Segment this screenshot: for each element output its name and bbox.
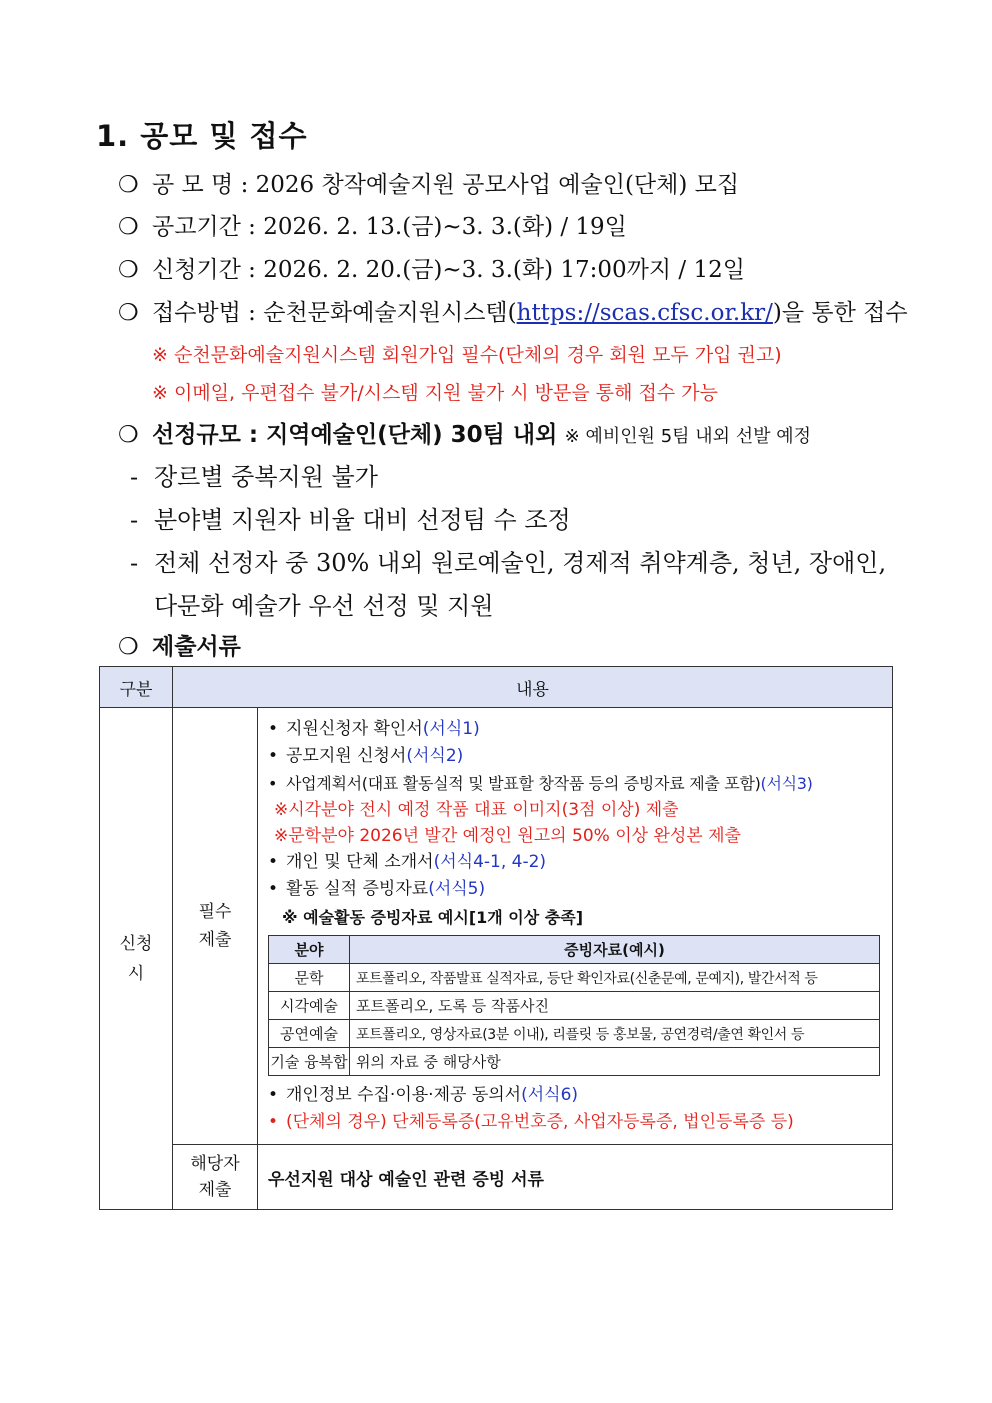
- detail-text: 분야별 지원자 비율 대비 선정팀 수 조정: [154, 506, 571, 534]
- example-proof: 포트폴리오, 작품발표 실적자료, 등단 확인자료(신춘문예, 문예지), 발간서적 등: [350, 964, 880, 992]
- item-text: 2026 창작예술지원 공모사업 예술인(단체) 모집: [255, 172, 740, 198]
- section-title: 1. 공모 및 접수: [96, 119, 308, 153]
- table-row: [269, 964, 880, 992]
- list-item: • 지원신청자 확인서(서식1): [268, 719, 480, 739]
- item-label: 신청기간: [152, 257, 241, 283]
- detail-text: 다문화 예술가 우선 선정 및 지원: [154, 592, 494, 620]
- list-item: • 공모지원 신청서(서식2): [268, 746, 464, 766]
- item-text: 활동 실적 증빙자료: [286, 879, 429, 899]
- item-label: 공 모 명: [152, 172, 234, 198]
- item-text: 개인정보 수집·이용·제공 동의서: [286, 1085, 522, 1105]
- circle-bullet-icon: ❍: [118, 257, 139, 283]
- form-ref: (서식3): [760, 774, 813, 793]
- list-item: • 개인정보 수집·이용·제공 동의서(서식6): [268, 1085, 579, 1105]
- selection-detail: - 전체 선정자 중 30% 내외 원로예술인, 경제적 취약계층, 청년, 장애인,: [130, 549, 887, 577]
- item-text: 개인 및 단체 소개서: [286, 852, 434, 872]
- form-ref: (서식5): [428, 879, 486, 899]
- system-link[interactable]: https://scas.cfsc.or.kr/: [516, 300, 773, 326]
- submission-note-1: ※ 순천문화예술지원시스템 회원가입 필수(단체의 경우 회원 모두 가입 권고): [152, 344, 782, 366]
- circle-bullet-icon: ❍: [118, 422, 139, 448]
- required-note: ※문학분야 2026년 발간 예정인 원고의 50% 이상 완성본 제출: [274, 826, 741, 846]
- item-selection-scale: ❍ 선정규모 : 지역예술인(단체) 30팀 내외 ※ 예비인원 5팀 내외 선발 예정: [118, 422, 812, 448]
- required-note: ※시각분야 전시 예정 작품 대표 이미지(3점 이상) 제출: [274, 800, 679, 820]
- form-ref: (서식1): [422, 719, 480, 739]
- header-category: 구분: [100, 667, 173, 708]
- example-field: 시각예술: [269, 992, 350, 1020]
- item-text: (단체의 경우) 단체등록증(고유번호증, 사업자등록증, 법인등록증 등): [286, 1112, 794, 1132]
- documents-title: 제출서류: [152, 634, 241, 660]
- circle-bullet-icon: ❍: [118, 172, 139, 198]
- example-field: 공연예술: [269, 1020, 350, 1048]
- item-title: ❍ 공 모 명 : 2026 창작예술지원 공모사업 예술인(단체) 모집: [118, 172, 740, 198]
- category-cell: [100, 708, 173, 1210]
- circle-bullet-icon: ❍: [118, 634, 139, 660]
- example-field: 문학: [269, 964, 350, 992]
- list-item: • 사업계획서(대표 활동실적 및 발표할 창작품 등의 증빙자료 제출 포함)(서식3): [268, 774, 813, 793]
- table-row: [269, 1048, 880, 1076]
- item-text: 지원신청자 확인서: [286, 719, 423, 739]
- required-content: [258, 708, 893, 1145]
- example-table: [268, 935, 880, 1076]
- submission-note-2: ※ 이메일, 우편접수 불가/시스템 지원 불가 시 방문을 통해 접수 가능: [152, 382, 718, 404]
- item-application-period: ❍ 신청기간 : 2026. 2. 20.(금)~3. 3.(화) 17:00까지 / 12일: [118, 257, 745, 283]
- example-proof: 위의 자료 중 해당사항: [350, 1048, 880, 1076]
- list-item: • (단체의 경우) 단체등록증(고유번호증, 사업자등록증, 법인등록증 등): [268, 1112, 794, 1132]
- item-text: 2026. 2. 13.(금)~3. 3.(화) / 19일: [263, 214, 627, 240]
- list-item: • 개인 및 단체 소개서(서식4-1, 4-2): [268, 852, 547, 872]
- detail-text: 전체 선정자 중 30% 내외 원로예술인, 경제적 취약계층, 청년, 장애인,: [154, 549, 887, 577]
- item-text: 2026. 2. 20.(금)~3. 3.(화) 17:00까지 / 12일: [263, 257, 745, 283]
- table-row: [100, 1145, 893, 1210]
- category-label: 신청 시: [119, 933, 153, 984]
- item-label: 공고기간: [152, 214, 241, 240]
- table-row: [269, 992, 880, 1020]
- required-label: 필수 제출: [198, 902, 232, 950]
- example-header-field: 분야: [269, 936, 350, 964]
- item-label: 선정규모: [152, 422, 241, 448]
- item-notice-period: ❍ 공고기간 : 2026. 2. 13.(금)~3. 3.(화) / 19일: [118, 214, 627, 240]
- selection-detail: - 장르별 중복지원 불가: [130, 463, 378, 491]
- circle-bullet-icon: ❍: [118, 300, 139, 326]
- item-documents: [118, 628, 241, 661]
- table-header-row: [100, 667, 893, 708]
- selection-value: 지역예술인(단체) 30팀 내외: [266, 422, 558, 448]
- applicable-label: 해당자 제출: [190, 1154, 240, 1200]
- example-header-proof: 증빙자료(예시): [350, 936, 880, 964]
- example-title: ※ 예술활동 증빙자료 예시[1개 이상 충족]: [282, 908, 584, 927]
- submission-suffix: )을 통한 접수: [772, 300, 908, 326]
- item-label: 접수방법: [152, 300, 241, 326]
- submission-prefix: 순천문화예술지원시스템(: [263, 300, 517, 326]
- applicable-text: 우선지원 대상 예술인 관련 증빙 서류: [258, 1145, 893, 1210]
- documents-table: [99, 666, 893, 1210]
- table-row: [269, 1020, 880, 1048]
- example-field: 기술 융복합: [269, 1048, 350, 1076]
- item-submission-method: ❍ 접수방법 : 순천문화예술지원시스템(https://scas.cfsc.or.kr/)을 통한 접수: [118, 300, 908, 326]
- detail-text: 장르별 중복지원 불가: [154, 463, 378, 491]
- example-proof: 포트폴리오, 도록 등 작품사진: [350, 992, 880, 1020]
- circle-bullet-icon: ❍: [118, 214, 139, 240]
- list-item: • 활동 실적 증빙자료(서식5): [268, 879, 486, 899]
- header-content: 내용: [173, 667, 893, 708]
- item-text: 사업계획서(대표 활동실적 및 발표할 창작품 등의 증빙자료 제출 포함): [286, 774, 761, 793]
- example-proof: 포트폴리오, 영상자료(3분 이내), 리플릿 등 홍보물, 공연경력/출연 확인서 등: [350, 1020, 880, 1048]
- applicable-label-cell: [173, 1145, 258, 1210]
- item-text: 공모지원 신청서: [286, 746, 407, 766]
- selection-note: ※ 예비인원 5팀 내외 선발 예정: [564, 426, 812, 447]
- example-header-row: [269, 936, 880, 964]
- form-ref: (서식2): [406, 746, 464, 766]
- table-row: [100, 708, 893, 1145]
- form-ref: (서식4-1, 4-2): [433, 852, 547, 872]
- selection-detail: - 분야별 지원자 비율 대비 선정팀 수 조정: [130, 506, 571, 534]
- form-ref: (서식6): [521, 1085, 579, 1105]
- required-label-cell: [173, 708, 258, 1145]
- selection-detail-cont: [130, 586, 494, 621]
